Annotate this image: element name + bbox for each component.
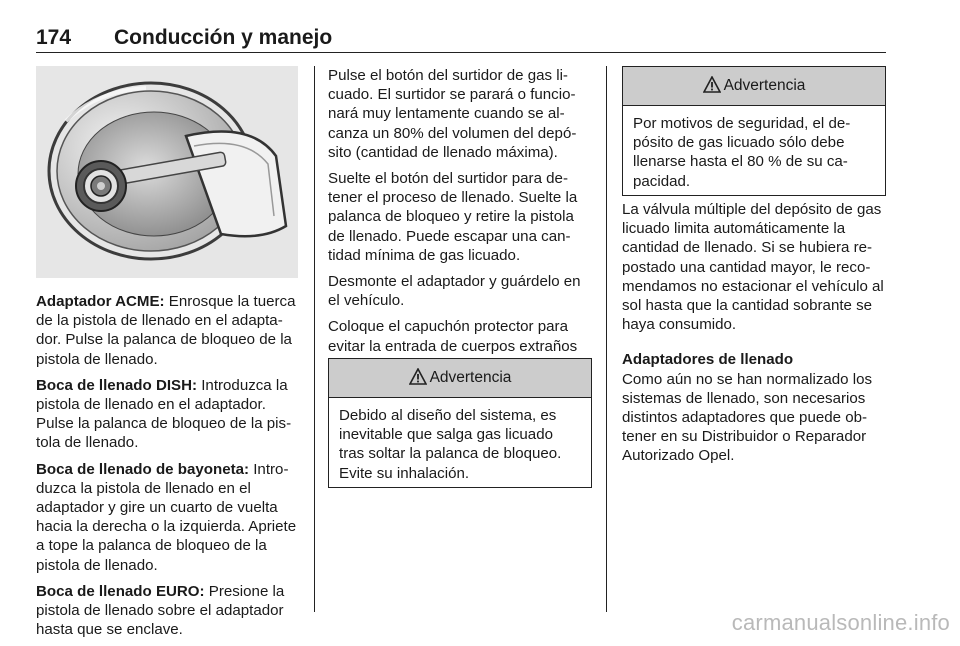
paragraph-text: Presione la pistola de llenado sobre el adaptador hasta que se enclave.	[36, 582, 285, 639]
term-label: Boca de llenado EURO:	[36, 582, 205, 600]
column-right	[622, 200, 890, 473]
warning-box-gas-release	[328, 358, 592, 488]
paragraph: Desmonte el adaptador y guárdelo en el vehículo.	[328, 273, 581, 310]
header-rule	[36, 52, 886, 53]
warning-box-fill-limit	[622, 66, 886, 196]
term-label: Boca de llenado DISH:	[36, 376, 198, 394]
paragraph: Como aún no se han normalizado los sistemas de llenado, son necesarios distintos adaptadores que puede ob-tener en su Distribuidor o Reparador Autorizado Opel.	[622, 370, 873, 465]
paragraph-dish	[36, 376, 300, 453]
term-label: Boca de llenado de bayoneta:	[36, 460, 250, 478]
warning-text: Por motivos de seguridad, el de-pósito de gas licuado sólo debe llenarse hasta el 80 % de su ca-pacidad.	[633, 115, 851, 190]
paragraph-text: Intro-duzca la pistola de llenado en el adaptador y gire un cuarto de vuelta hacia la derecha o la izquierda. Apriete a tope la palanca de bloqueo de la pistola de llenado.	[36, 460, 297, 574]
paragraph: La válvula múltiple del depósito de gas licuado limita automáticamente la cantidad de llenado. Si se hubiera re-postado una cantidad mayor, le reco-mendamos no estacionar el vehículo al sol hasta que la cantidad sobrante se haya consumido.	[622, 201, 884, 334]
paragraph: Pulse el botón del surtidor de gas li-cuado. El surtidor se parará o funcio-nará muy lentamente cuando se al-canza un 80% del volumen del depó-sito (cantidad de llenado máxima).	[328, 67, 577, 161]
warning-triangle-icon	[409, 368, 427, 385]
warning-triangle-icon	[703, 76, 721, 93]
paragraph-bayonet	[36, 460, 300, 575]
paragraph: Suelte el botón del surtidor para de-tener el proceso de llenado. Suelte la palanca de bloqueo y retire la pistola de llenado. Puede escapar una can-tidad mínima de gas licuado.	[328, 170, 578, 264]
fuel-filler-figure	[36, 66, 298, 278]
page-header	[36, 22, 886, 52]
subheading: Adaptadores de llenado	[622, 351, 794, 369]
warning-header	[623, 67, 885, 106]
column-divider-2	[606, 66, 607, 612]
column-divider-1	[314, 66, 315, 612]
warning-title: Advertencia	[723, 77, 806, 94]
paragraph-acme	[36, 292, 300, 369]
fuel-filler-cap-icon	[36, 66, 298, 278]
column-left	[36, 292, 300, 646]
paragraph-euro	[36, 582, 300, 640]
watermark: carmanualsonline.info	[731, 610, 950, 635]
paragraph-text: Introduzca la pistola de llenado en el adaptador. Pulse la palanca de bloqueo de la pis-tola de llenado.	[36, 376, 292, 452]
term-label: Adaptador ACME:	[36, 293, 165, 310]
warning-text: Debido al diseño del sistema, es inevitable que salga gas licuado tras soltar la palanca de bloqueo. Evite su inhalación.	[339, 407, 562, 482]
paragraph: Coloque el capuchón protector para evitar la entrada de cuerpos extraños	[328, 318, 578, 355]
page-number: 174	[36, 26, 72, 49]
warning-header	[329, 359, 591, 398]
paragraph-text: Enrosque la tuerca de la pistola de llenado en el adapta-dor. Pulse la palanca de bloqueo de la pistola de llenado.	[36, 293, 296, 368]
section-title: Conducción y manejo	[114, 26, 333, 49]
warning-title: Advertencia	[429, 369, 512, 386]
column-middle	[328, 66, 594, 382]
